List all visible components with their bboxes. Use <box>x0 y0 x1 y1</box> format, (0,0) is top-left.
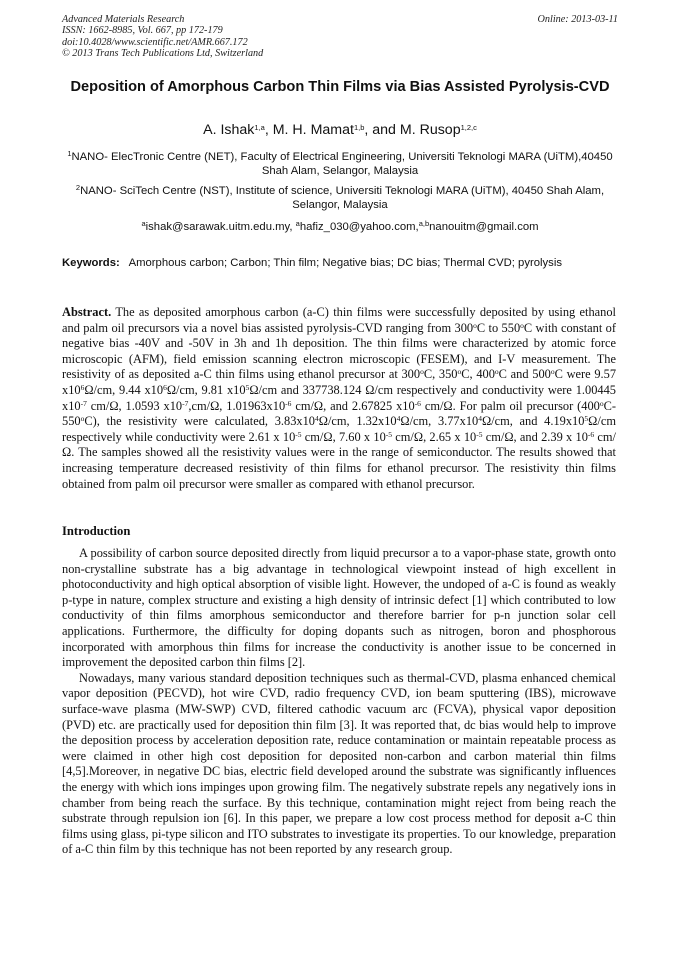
affiliation-mark: 2 <box>75 183 81 192</box>
keywords-text: Amorphous carbon; Carbon; Thin film; Negative bias; DC bias; Thermal CVD; pyrolysis <box>128 257 562 269</box>
email-mark: a,b <box>418 219 430 228</box>
author-affiliation-mark: 1,b <box>353 123 365 132</box>
journal-header <box>62 14 618 60</box>
abstract-text: The as deposited amorphous carbon (a-C) thin films were successfully deposited by using ethanol and palm oil precursors via a novel bias assisted pyrolysis-CVD ranging from 300$^o$C to 550$^o$C with constant of negative bias -40V and -50V in 3h and 1h deposition. The thin films were characterized by atomic force microscopic (AFM), field emission scanning electron microscopic (FESEM), and I-V measurement. The resistivity of as deposited a-C thin films using ethanol precursor at 300$^o$C, 350$^o$C, 400$^o$C and 500$^o$C were 9.57 $x10^6\Omega/cm$, 9.44 $x10^6\Omega/cm$, 9.81 $x10^5\Omega/cm$ and 337738.124 Ω/cm respectively and conductivity were 1.00445 $x10^{-7}$ cm/Ω, 1.0593 $x10^{-7},cm/\Omega$, $1.01963x10^{-6}$ cm/Ω, and 2.67825 $x10^{-6}$ cm/Ω. For palm oil precursor (400$^o$C-550$^o$C), the resistivity were calculated, $3.83x10^4\Omega/cm$, $1.32x10^4\Omega/cm$, $3.77x10^4\Omega/cm$, and $4.19x10^5\Omega/cm$ respectively while conductivity were 2.61 x $10^{-5}$ cm/Ω, 7.60 x $10^{-5}$ cm/Ω, 2.65 x $10^{-5}$ cm/Ω, and 2.39 x $10^{-6}$ cm/Ω. The samples showed all the resistivity values were in the range of semiconductor. The results showed that increasing temperature decreased resistivity of thin films for ethanol precursor. The resistivity thin films obtained from palm oil precursor were smaller as compared with ethanol precursor. <box>62 305 617 491</box>
affiliation-mark: 1 <box>67 149 72 158</box>
email-mark: a <box>141 219 146 228</box>
email-address[interactable]: hafiz_030@yahoo.com, <box>299 221 419 233</box>
keywords-label: Keywords: <box>62 257 120 269</box>
paper-title: Deposition of Amorphous Carbon Thin Films via Bias Assisted Pyrolysis-CVD <box>70 79 610 95</box>
author-affiliation-mark: 1,a <box>254 123 265 132</box>
abstract <box>62 305 616 492</box>
issn-line: ISSN: 1662-8985, Vol. 667, pp 172-179 <box>62 25 223 37</box>
paragraph: A possibility of carbon source deposited directly from liquid precursor a to a vapor-phase state, growth onto non-crystalline substrate has a big advantage in technological viewpoint instead of high excellent in photoconductivity and high optical absorption of visible light. However, the undoped of a-C is found as weakly p-type in nature, complex structure and existing a high density of intrinsic defect [1] which contributed to low conductivity of thin films amorphous semiconductor and therefore barrier for p-n junction solar cell applications. Furthermore, the difficulty for doping dopants such as nitrogen, boron and phosphorous incorporated with amorphous thin films for increase the conductivity is another issue to be concerned in improvement the deposited carbon thin films [2]. <box>62 546 616 670</box>
online-date: Online: 2013-03-11 <box>537 14 618 25</box>
author-name: M. Rusop <box>399 122 461 138</box>
author-separator: , and <box>364 122 400 138</box>
author-separator: , <box>264 122 273 138</box>
author-emails <box>62 220 618 234</box>
introduction-body <box>62 546 616 858</box>
author-name: M. H. Mamat <box>272 122 354 138</box>
journal-name: Advanced Materials Research <box>62 14 185 25</box>
copyright-line: © 2013 Trans Tech Publications Ltd, Switzerland <box>62 48 264 60</box>
affiliation-1 <box>62 150 618 179</box>
affiliation-text: NANO- SciTech Centre (NST), Institute of science, Universiti Teknologi MARA (UiTM), 40450 Shah Alam, Selangor, Malaysia <box>80 185 605 212</box>
abstract-label: Abstract. <box>62 305 112 319</box>
email-mark: a <box>295 219 300 228</box>
affiliation-2 <box>62 184 618 213</box>
author-name: A. Ishak <box>203 122 255 138</box>
author-list <box>62 121 618 139</box>
email-address[interactable]: nanouitm@gmail.com <box>429 221 539 233</box>
keywords <box>62 256 618 270</box>
doi-line: doi:10.4028/www.scientific.net/AMR.667.172 <box>62 36 248 48</box>
section-heading-introduction: Introduction <box>62 524 131 538</box>
author-affiliation-mark: 1,2,c <box>460 123 477 132</box>
affiliation-text: NANO- ElecTronic Centre (NET), Faculty of Electrical Engineering, Universiti Teknologi MARA (UiTM),40450 Shah Alam, Selangor, Malaysia <box>71 151 613 178</box>
email-address[interactable]: ishak@sarawak.uitm.edu.my, <box>145 221 296 233</box>
paragraph: Nowadays, many various standard deposition techniques such as thermal-CVD, plasma enhanced chemical vapor deposition (PECVD), hot wire CVD, radio frequency CVD, ion beam sputtering (IBS), microwave surface-wave plasma (MW-SWP) CVD, filtered cathodic vacuum arc (FCVA), physical vapor deposition (PVD) etc. are practically used for deposition thin film [3]. It was reported that, dc bias would help to improve the deposition process by acceleration deposition rate, reduce contamination or maintain repeatable process as were claimed in other high cost deposition for deposited non-carbon and carbon material thin films [4,5].Moreover, in negative DC bias, electric field developed around the substrate was significantly influences the energy with which ions impinges upon growing film. The negatively substrate repels any negatively ions in chamber from being reach the surface. By this technique, contamination might reject from being reach the substrate through repulsion ion [6]. In this paper, we prepare a low cost process method for deposit a-C thin films using glass, pi-type silicon and ITO substrates to investigate its properties. To our knowledge, preparation of a-C thin film by this technique has not been reported by any research group. <box>62 670 616 857</box>
